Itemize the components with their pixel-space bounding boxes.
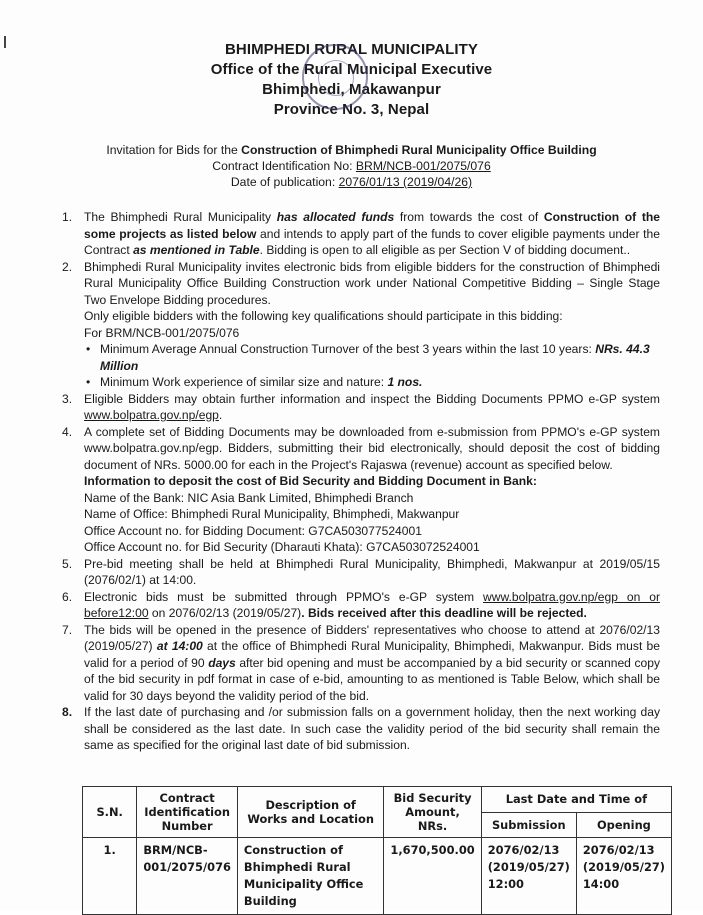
bullet-dot: • — [86, 375, 91, 389]
office-name: Name of Office: Bhimphedi Rural Municipality, Bhimphedi, Makwanpur — [84, 507, 460, 521]
text-span: Electronic bids must be submitted through PPMO's e-GP system — [84, 589, 484, 604]
item-number: 4. — [62, 424, 73, 439]
list-item-2 — [62, 259, 660, 342]
contract-number: BRM/NCB-001/2075/076 — [355, 159, 491, 173]
bid-notice-list — [62, 209, 660, 754]
publication-date: 2076/01/13 (2019/04/26) — [338, 175, 473, 189]
invitation-title-line — [0, 142, 703, 158]
item-number: 1. — [62, 210, 73, 224]
text-span: at the office of Bhimphedi Rural Municipality, Bhimphedi, Makwanpur. Bids must be valid for a period of 90 — [84, 639, 660, 670]
text-span: Pre-bid meeting shall be held at Bhimphedi Rural Municipality, Bhimphedi, Makwanpur at 2019/05/15 (2076/02/1) at 14:00. — [84, 556, 660, 587]
text-span: . — [218, 408, 223, 422]
text-span: days — [208, 655, 236, 670]
publication-label: Date of publication: — [230, 175, 339, 189]
cell-description: Construction of Bhimphedi Rural Municipality Office Building — [237, 838, 383, 915]
table-row — [83, 838, 672, 915]
office-seal-stamp — [302, 44, 368, 110]
text-span: Minimum Work experience of similar size and nature: — [100, 375, 388, 389]
item-text: Bhimphedi Rural Municipality invites electronic bids from eligible bidders for the construction of Bhimphedi Rural Municipality Office Building Construction work under National Competitive Bidding – Single Stage Two Envelope Bidding procedures. — [84, 259, 660, 307]
item-number: 6. — [62, 589, 73, 604]
project-title: Construction of Bhimphedi Rural Municipality Office Building — [241, 143, 597, 157]
col-header-contract: Contract Identification Number — [137, 787, 238, 838]
item-number: 8. — [62, 705, 73, 719]
cell-sn: 1. — [83, 838, 137, 915]
contract-line — [0, 158, 703, 174]
egp-link[interactable]: www.bolpatra.gov.np/egp on or before12:00 — [84, 589, 660, 620]
qualification-bullet-2 — [62, 374, 660, 391]
bolpatra-link[interactable]: www.bolpatra.gov.np/egp — [84, 408, 219, 422]
text-span: 1 nos. — [387, 375, 423, 389]
item-text: A complete set of Bidding Documents may be downloaded from e-submission from PPMO's e-GP system www.bolpatra.gov.np/egp. Bidders, submitting their bid electronically, should deposit the cost of bidding document of NRs. 5000.00 for each in the Project's Rajaswa (revenue) account as specified below. — [84, 424, 660, 472]
qualification-intro: Only eligible bidders with the following key qualifications should participate in this bidding: — [84, 309, 563, 323]
invitation-intro — [0, 142, 703, 190]
list-item-1 — [62, 209, 660, 259]
header-line-4: Province No. 3, Nepal — [273, 101, 430, 118]
text-span: from towards the cost of — [394, 210, 544, 224]
col-header-opening: Opening — [576, 812, 671, 838]
list-item-3 — [62, 391, 660, 424]
col-header-sn: S.N. — [83, 787, 137, 838]
security-account: Office Account no. for Bid Security (Dharauti Khata): G7CA503072524001 — [84, 540, 480, 554]
publication-line — [0, 174, 703, 190]
contract-label: Contract Identification No: — [212, 159, 356, 173]
text-span: . Bids received after this deadline will be rejected. — [301, 606, 587, 620]
bank-name: Name of the Bank: NIC Asia Bank Limited, Bhimphedi Branch — [84, 490, 414, 505]
text-span: If the last date of purchasing and /or submission falls on a government holiday, then the next working day shall be considered as the last date. In such case the validity period of the bid security shall remain the same as specified for the original last date of bid submission. — [84, 705, 660, 752]
item-number: 7. — [62, 622, 73, 637]
item-number: 3. — [62, 391, 73, 406]
bullet-dot: • — [86, 342, 91, 356]
text-span: Minimum Average Annual Construction Turnover of the best 3 years within the last 10 years: — [100, 342, 596, 356]
list-item-4 — [62, 424, 660, 556]
cell-contract: BRM/NCB-001/2075/076 — [137, 838, 238, 915]
text-span: The bids will be opened in the presence of Bidders' representatives who choose to attend at 2076/02/13 (2019/05/27) — [84, 622, 660, 653]
text-span: at 14:00 — [156, 639, 203, 653]
col-header-submission: Submission — [481, 812, 576, 838]
item-number: 2. — [62, 259, 73, 274]
list-item-7 — [62, 622, 660, 705]
bank-info-heading: Information to deposit the cost of Bid Security and Bidding Document in Bank: — [84, 474, 537, 488]
col-header-security: Bid Security Amount, NRs. — [384, 787, 481, 838]
qualification-bullet-1 — [62, 341, 660, 374]
text-span: Eligible Bidders may obtain further information and inspect the Bidding Documents PPMO e-GP system — [84, 391, 660, 406]
text-span: has allocated funds — [276, 210, 395, 224]
header-line-3: Bhimphedi, Makawanpur — [262, 81, 441, 98]
list-item-6 — [62, 589, 660, 622]
text-span: on 2076/02/13 (2019/05/27) — [148, 606, 302, 620]
col-header-description: Description of Works and Location — [237, 787, 383, 838]
header-line-1: BHIMPHEDI RURAL MUNICIPALITY — [224, 41, 479, 58]
text-span: and intends to apply part of the funds to cover eligible payments under the Contract — [84, 226, 660, 257]
text-span: NRs. 44.3 Million — [100, 342, 650, 373]
list-item-5 — [62, 556, 660, 589]
text-span: Construction of the some projects as listed below — [84, 210, 660, 241]
text-span: as mentioned in Table — [133, 243, 260, 257]
qualification-contract: For BRM/NCB-001/2075/076 — [84, 325, 240, 340]
list-item-8 — [62, 704, 660, 754]
bidding-account: Office Account no. for Bidding Document: G7CA503077524001 — [84, 523, 422, 538]
cell-security: 1,670,500.00 — [384, 838, 481, 915]
text-span: after bid opening and must be accompanied by a bid security or scanned copy of the bid security in pdf format in case of e-bid, amounting to as mentioned is Table Below, which shall be valid for 30 days beyond the validity period of the bid. — [84, 655, 660, 703]
intro-prefix: Invitation for Bids for the — [106, 143, 242, 157]
cell-opening: 2076/02/13 (2019/05/27) 14:00 — [576, 838, 671, 915]
bid-table — [82, 786, 672, 915]
text-span: . Bidding is open to all eligible as per Section V of bidding document.. — [259, 243, 631, 257]
header-line-2: Office of the Rural Municipal Executive — [210, 61, 493, 78]
col-header-last-date: Last Date and Time of — [481, 787, 671, 813]
text-span: The Bhimphedi Rural Municipality — [84, 210, 277, 224]
cell-submission: 2076/02/13 (2019/05/27) 12:00 — [481, 838, 576, 915]
item-number: 5. — [62, 556, 73, 571]
